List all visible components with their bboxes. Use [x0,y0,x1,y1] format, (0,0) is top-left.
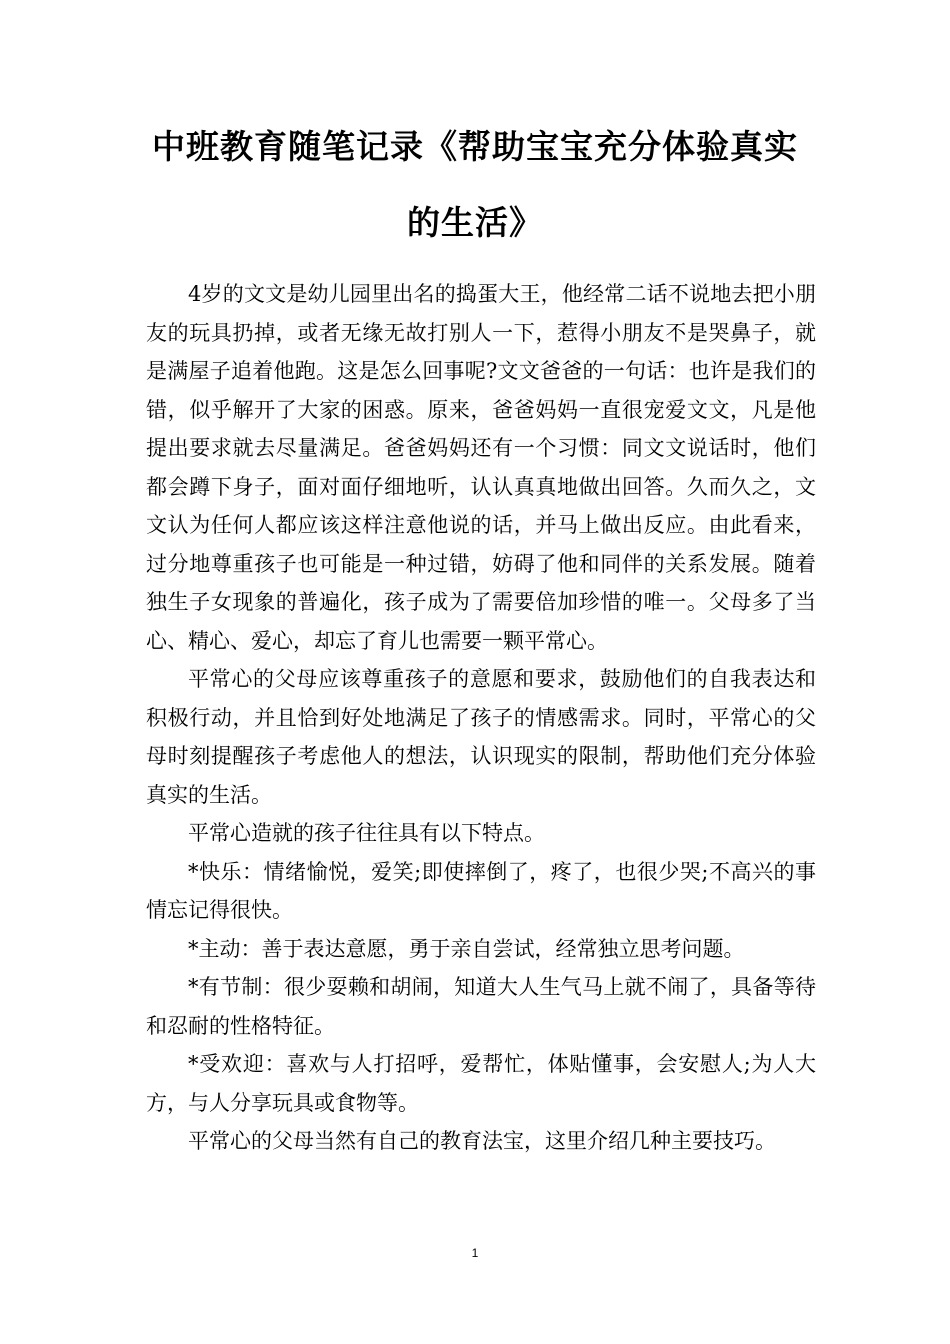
document-title-line-1: 中班教育随笔记录《帮助宝宝充分体验真实 [152,127,798,166]
document-body [146,275,816,1161]
trait-restraint: *有节制：很少耍赖和胡闹，知道大人生气马上就不闹了，具备等待和忍耐的性格特征。 [146,975,816,1038]
page-number: 1 [471,1246,479,1260]
trait-proactive: *主动：善于表达意愿，勇于亲自尝试，经常独立思考问题。 [188,936,745,961]
paragraph-intro: 4岁的文文是幼儿园里出名的捣蛋大王，他经常二话不说地去把小朋友的玩具扔掉，或者无缘无故打别人一下，惹得小朋友不是哭鼻子，就是满屋子追着他跑。这是怎么回事呢?文文爸爸的一句话：也许是我们的错，似乎解开了大家的困惑。原来，爸爸妈妈一直很宠爱文文，凡是他提出要求就去尽量满足。爸爸妈妈还有一个习惯：同文文说话时，他们都会蹲下身子，面对面仔细地听，认认真真地做出回答。久而久之，文文认为任何人都应该这样注意他说的话，并马上做出反应。由此看来，过分地尊重孩子也可能是一种过错，妨碍了他和同伴的关系发展。随着独生子女现象的普遍化，孩子成为了需要倍加珍惜的唯一。父母多了当心、精心、爱心，却忘了育儿也需要一颗平常心。 [146,282,816,653]
document-title-line-2: 的生活》 [407,203,543,242]
trait-happy: *快乐：情绪愉悦，爱笑;即使摔倒了，疼了，也很少哭;不高兴的事情忘记得很快。 [146,859,816,922]
paragraph-techniques-intro: 平常心的父母当然有自己的教育法宝，这里介绍几种主要技巧。 [188,1129,776,1153]
paragraph-traits-intro: 平常心造就的孩子往往具有以下特点。 [188,821,545,845]
paragraph-parents: 平常心的父母应该尊重孩子的意愿和要求，鼓励他们的自我表达和积极行动，并且恰到好处地满足了孩子的情感需求。同时，平常心的父母时刻提醒孩子考虑他人的想法，认识现实的限制，帮助他们充分体验真实的生活。 [146,667,816,807]
trait-popular: *受欢迎：喜欢与人打招呼，爱帮忙，体贴懂事，会安慰人;为人大方，与人分享玩具或食物等。 [146,1052,816,1115]
